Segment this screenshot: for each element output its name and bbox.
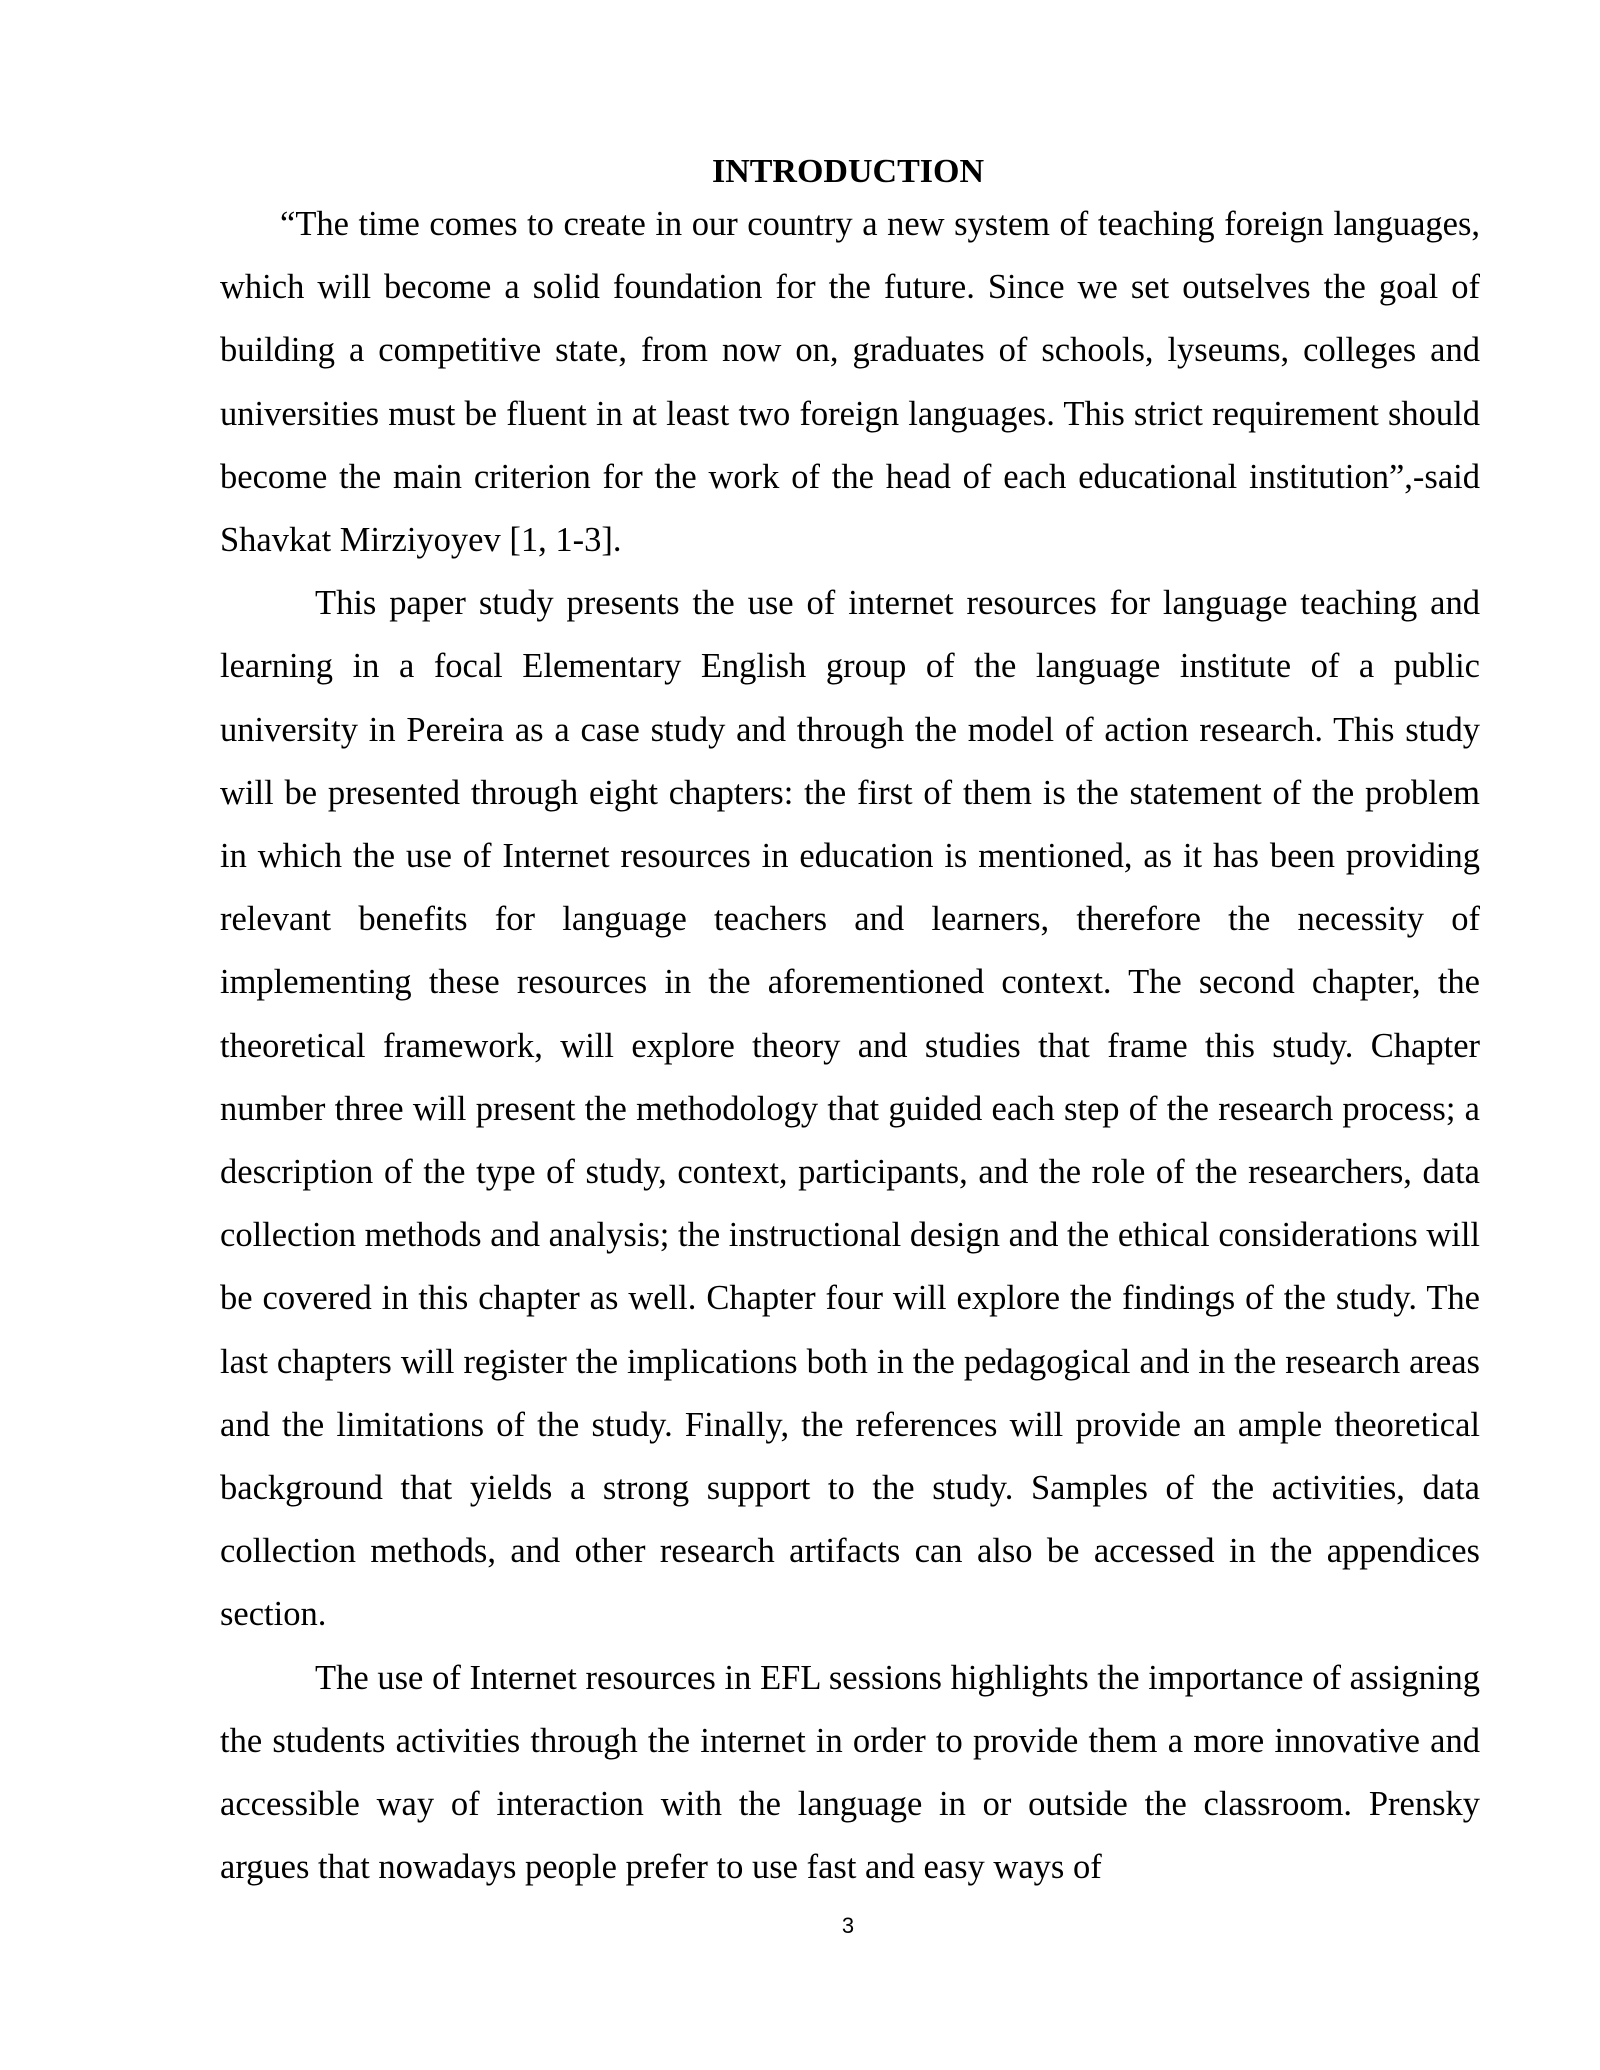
paragraph-quote: “The time comes to create in our country a new system of teaching foreign languages, which will become a solid foundation for the future. Since we set outselves the goal of building a competitive state, from now on, graduates of schools, lyseums, colleges and universities must be fluent in at least two foreign languages. This strict requirement should become the main criterion for the work of the head of each educational institution”,-said Shavkat Mirziyoyev [1, 1-3]. [220, 205, 1480, 560]
paragraph-internet-resources: The use of Internet resources in EFL sessions highlights the importance of assigning the students activities through the internet in order to provide them a more innovative and accessible way of interaction with the language in or outside the classroom. Prensky argues that nowadays people prefer to use fast and easy ways of [220, 1658, 1480, 1887]
paragraph-study-overview: This paper study presents the use of internet resources for language teaching and learning in a focal Elementary English group of the language institute of a public university in Pereira as a case study and through the model of action research. This study will be presented through eight chapters: the first of them is the statement of the problem in which the use of Internet resources in education is mentioned, as it has been providing relevant benefits for language teachers and learners, therefore the necessity of implementing these resources in the aforementioned context. The second chapter, the theoretical framework, will explore theory and studies that frame this study. Chapter number three will present the methodology that guided each step of the research process; a description of the type of study, context, participants, and the role of the researchers, data collection methods and analysis; the instructional design and the ethical considerations will be covered in this chapter as well. Chapter four will explore the findings of the study. The last chapters will register the implications both in the pedagogical and in the research areas and the limitations of the study. Finally, the references will provide an ample theoretical background that yields a strong support to the study. Samples of the activities, data collection methods, and other research artifacts can also be accessed in the appendices section. [220, 584, 1480, 1634]
section-heading: INTRODUCTION [711, 153, 985, 190]
body-text [220, 193, 1480, 1899]
page-number: 3 [841, 1913, 855, 1938]
